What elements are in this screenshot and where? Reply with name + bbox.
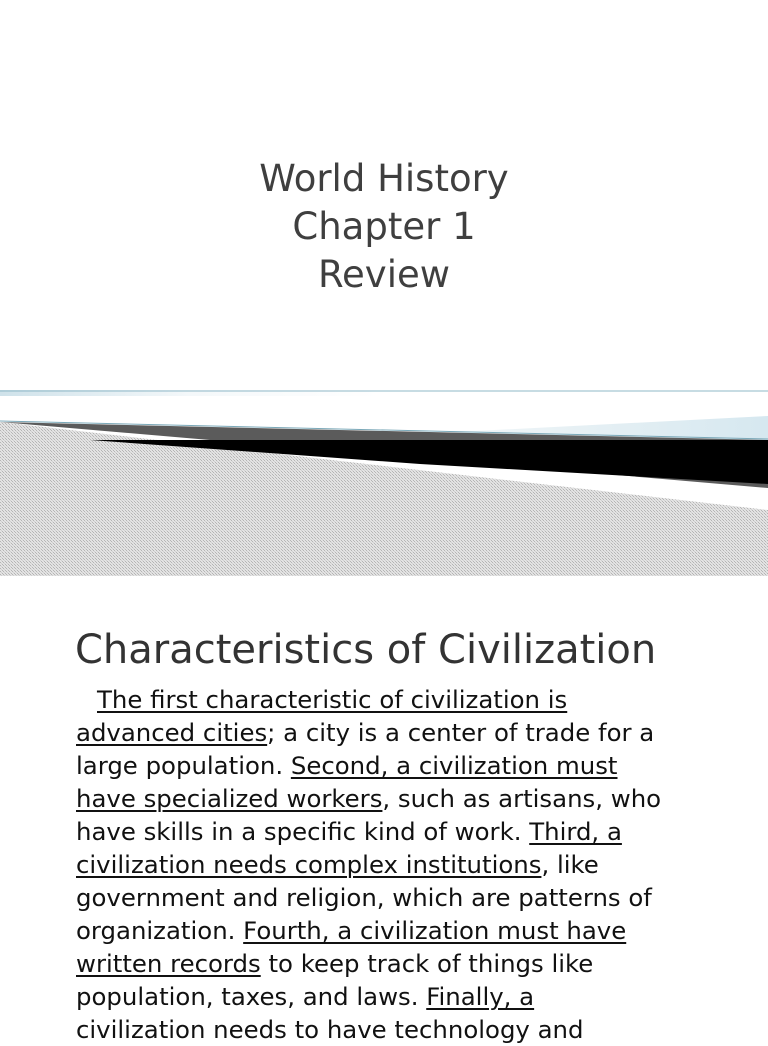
paragraph-line [76, 980, 736, 1013]
paragraph-line [76, 947, 736, 980]
plain-text: have skills in a specific kind of work. [76, 817, 530, 846]
plain-text: ; a city is a center of trade for a [267, 718, 655, 747]
paragraph-line [76, 848, 736, 881]
plain-text: , such as artisans, who [382, 784, 662, 813]
underlined-text: The first characteristic of civilization is [97, 685, 568, 714]
underlined-text: written records [76, 949, 261, 978]
underlined-text: civilization needs complex institutions [76, 850, 542, 879]
slide-title [0, 155, 768, 299]
plain-text: civilization needs to have technology and [76, 1015, 584, 1044]
paragraph-line [76, 683, 736, 716]
paragraph-line [76, 1013, 736, 1046]
paragraph-line [76, 716, 736, 749]
paragraph-line [76, 782, 736, 815]
underlined-text: Fourth, a civilization must have [243, 916, 627, 945]
title-line-2: Chapter 1 [292, 205, 476, 248]
content-paragraph [76, 683, 736, 1046]
plain-text: , like [541, 850, 599, 879]
title-line-3: Review [317, 253, 450, 296]
title-line-1: World History [259, 157, 509, 200]
underlined-text: have specialized workers [76, 784, 383, 813]
underlined-text: Finally, a [426, 982, 535, 1011]
underlined-text: Second, a civilization must [290, 751, 618, 780]
paragraph-line [76, 881, 736, 914]
plain-text: organization. [76, 916, 244, 945]
content-heading: Characteristics of Civilization [75, 627, 657, 673]
plain-text: population, taxes, and laws. [76, 982, 427, 1011]
underlined-text: advanced cities [76, 718, 268, 747]
paragraph-line [76, 815, 736, 848]
underlined-text: Third, a [529, 817, 622, 846]
paragraph-line [76, 914, 736, 947]
title-decoration-band [0, 388, 768, 576]
plain-text: government and religion, which are patterns of [76, 883, 652, 912]
plain-text: large population. [76, 751, 291, 780]
plain-text: to keep track of things like [260, 949, 594, 978]
paragraph-line [76, 749, 736, 782]
content-slide [0, 576, 768, 1044]
